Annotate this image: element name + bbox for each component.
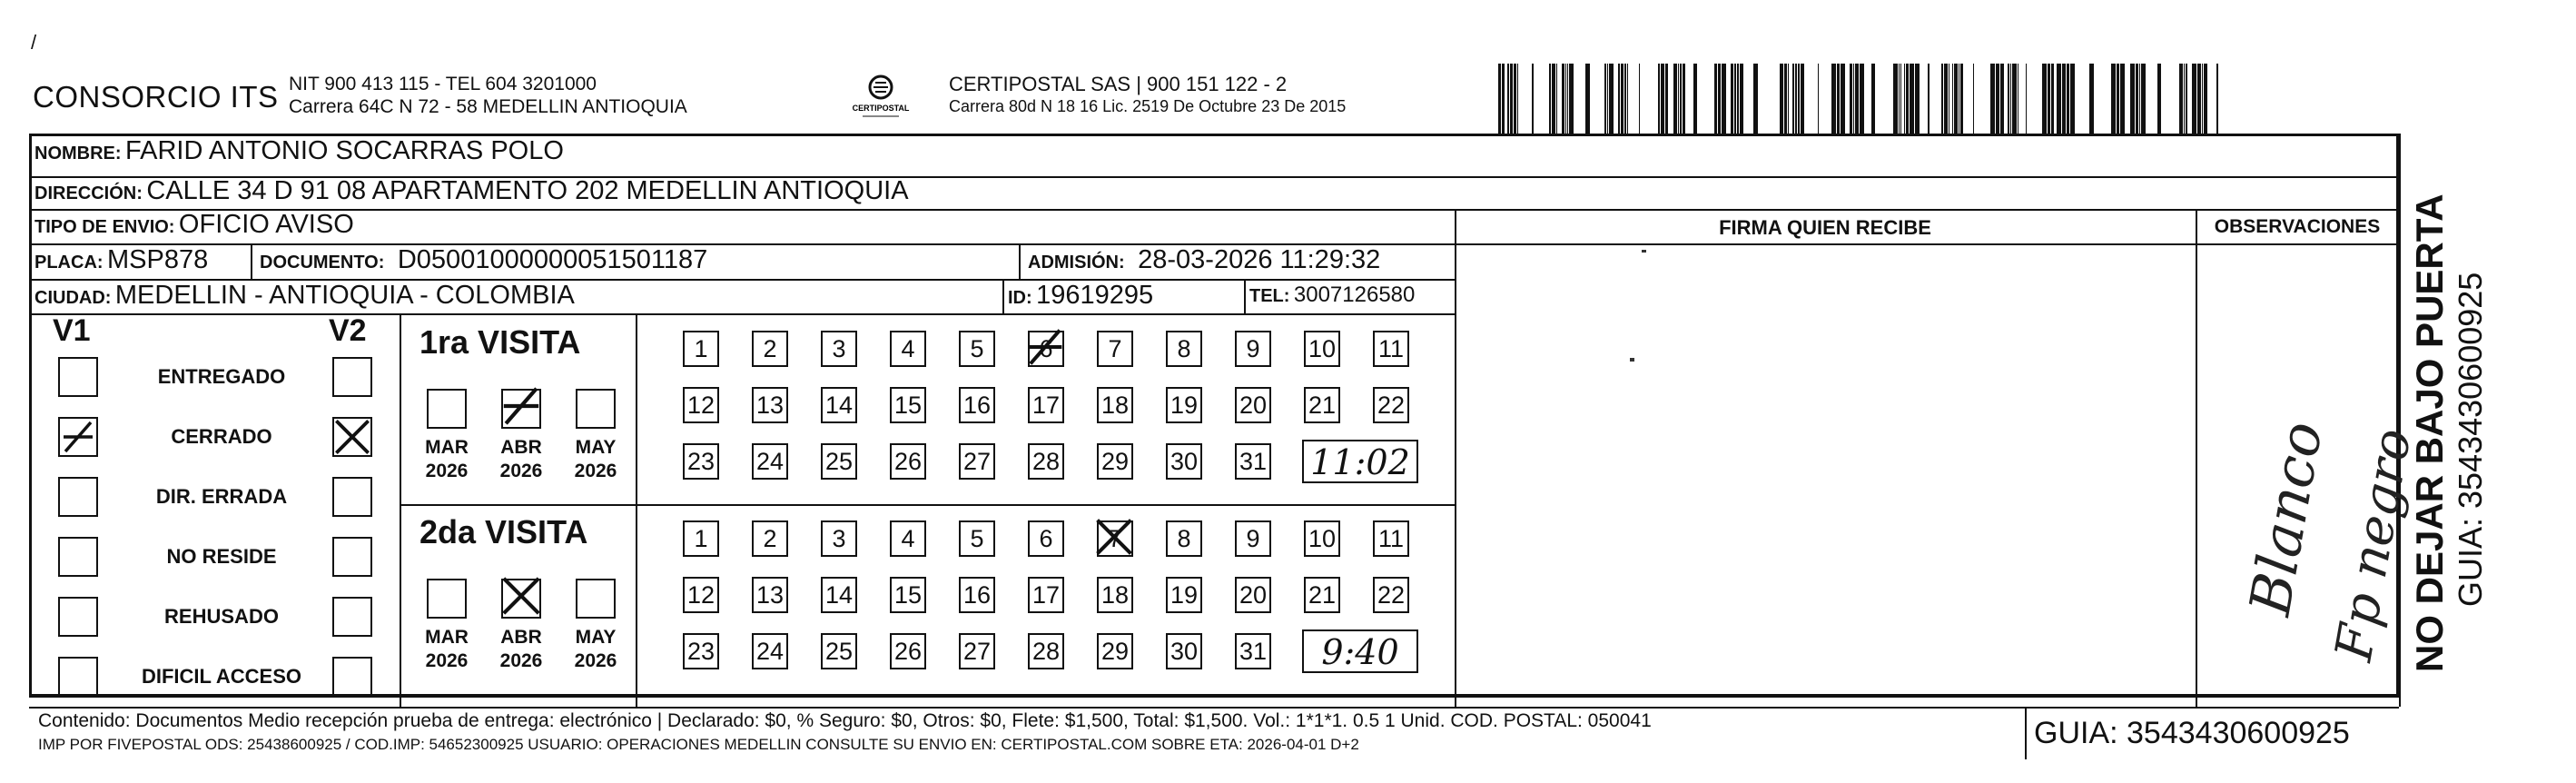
- stray-dot: [1630, 358, 1634, 362]
- nombre-label: NOMBRE:: [35, 144, 122, 164]
- placa-row: [35, 245, 208, 275]
- no-dejar-warning: NO DEJAR BAJO PUERTA: [2408, 193, 2451, 672]
- second-visit-day-27[interactable]: 27: [959, 633, 995, 669]
- ciudad-label: CIUDAD:: [35, 288, 112, 308]
- placa-value: MSP878: [107, 245, 209, 274]
- month-year: 2026: [425, 461, 469, 481]
- tipo-value: OFICIO AVISO: [178, 210, 354, 239]
- second-visit-day-21[interactable]: 21: [1304, 577, 1340, 613]
- documento-row: [260, 245, 707, 275]
- status-label: NO RESIDE: [166, 545, 277, 568]
- second-visit-day-30[interactable]: 30: [1166, 633, 1202, 669]
- v1-header: V1: [53, 313, 91, 348]
- v1-checkbox-no-reside[interactable]: [58, 537, 98, 577]
- status-label: DIFICIL ACCESO: [141, 665, 301, 688]
- status-label: ENTREGADO: [157, 365, 286, 388]
- month-year: 2026: [425, 650, 469, 671]
- second-visit-day-7[interactable]: 7: [1097, 520, 1133, 557]
- first-visit-day-10[interactable]: 10: [1304, 331, 1340, 367]
- second-visit-day-3[interactable]: 3: [821, 520, 857, 557]
- firma-header: FIRMA QUIEN RECIBE: [1719, 216, 1931, 239]
- second-visit-day-5[interactable]: 5: [959, 520, 995, 557]
- first-visit-day-28[interactable]: 28: [1028, 443, 1064, 480]
- v1-checkbox-dificil-acceso[interactable]: [58, 657, 98, 697]
- first-visit-day-9[interactable]: 9: [1235, 331, 1271, 367]
- tipo-envio-row: [35, 210, 354, 240]
- ciudad-value: MEDELLIN - ANTIOQUIA - COLOMBIA: [114, 281, 575, 310]
- tick-mark: /: [31, 31, 37, 54]
- first-visit-day-11[interactable]: 11: [1373, 331, 1409, 367]
- first-visit-day-29[interactable]: 29: [1097, 443, 1133, 480]
- second-visit-day-20[interactable]: 20: [1235, 577, 1271, 613]
- second-visit-day-8[interactable]: 8: [1166, 520, 1202, 557]
- first-visit-day-22[interactable]: 22: [1373, 387, 1409, 423]
- carrier-address: Carrera 80d N 18 16 Lic. 2519 De Octubre 23 De 2015: [949, 97, 1347, 115]
- direccion-value: CALLE 34 D 91 08 APARTAMENTO 202 MEDELLIN ANTIOQUIA: [146, 176, 909, 205]
- tel-label: TEL:: [1249, 286, 1290, 306]
- month-year: 2026: [574, 650, 617, 671]
- v1-checkbox-rehusado[interactable]: [58, 597, 98, 637]
- first-visit-day-30[interactable]: 30: [1166, 443, 1202, 480]
- first-visit-day-23[interactable]: 23: [683, 443, 719, 480]
- second-visit-day-15[interactable]: 15: [890, 577, 926, 613]
- first-visit-day-19[interactable]: 19: [1166, 387, 1202, 423]
- footer-guia: GUIA: 3543430600925: [2034, 716, 2350, 750]
- first-visit-day-14[interactable]: 14: [821, 387, 857, 423]
- v2-checkbox-no-reside[interactable]: [332, 537, 372, 577]
- first-visit-day-13[interactable]: 13: [752, 387, 788, 423]
- second-visit-day-18[interactable]: 18: [1097, 577, 1133, 613]
- month-name: MAY: [575, 627, 617, 648]
- direccion-row: [35, 176, 909, 206]
- documento-value: D05001000000051501187: [397, 245, 708, 274]
- second-visit-day-26[interactable]: 26: [890, 633, 926, 669]
- first-visit-day-24[interactable]: 24: [752, 443, 788, 480]
- first-visit-day-5[interactable]: 5: [959, 331, 995, 367]
- placa-label: PLACA:: [35, 253, 104, 273]
- month-name: ABR: [500, 627, 542, 648]
- first-visit-day-18[interactable]: 18: [1097, 387, 1133, 423]
- second-visit-title: 2da VISITA: [419, 513, 588, 550]
- second-visit-day-10[interactable]: 10: [1304, 520, 1340, 557]
- second-visit-day-29[interactable]: 29: [1097, 633, 1133, 669]
- month-name: ABR: [500, 437, 542, 458]
- first-visit-time[interactable]: 11:02: [1302, 440, 1418, 483]
- second-month-box-may[interactable]: [576, 579, 616, 619]
- second-visit-day-22[interactable]: 22: [1373, 577, 1409, 613]
- second-visit-day-9[interactable]: 9: [1235, 520, 1271, 557]
- v1-check-mark: [58, 419, 98, 455]
- month-label: [567, 626, 625, 673]
- first-visit-day-8[interactable]: 8: [1166, 331, 1202, 367]
- v2-checkbox-dir-errada[interactable]: [332, 477, 372, 517]
- documento-label: DOCUMENTO:: [260, 253, 385, 273]
- signature-area[interactable]: [1456, 245, 2194, 705]
- second-visit-day-mark: [1093, 515, 1135, 559]
- first-visit-day-31[interactable]: 31: [1235, 443, 1271, 480]
- first-visit-day-21[interactable]: 21: [1304, 387, 1340, 423]
- first-visit-day-16[interactable]: 16: [959, 387, 995, 423]
- first-month-mark: [499, 383, 543, 429]
- admision-row: [1028, 245, 1380, 275]
- month-label: [492, 626, 550, 673]
- second-visit-day-25[interactable]: 25: [821, 633, 857, 669]
- first-visit-title: 1ra VISITA: [419, 323, 581, 361]
- status-label: REHUSADO: [164, 605, 279, 628]
- first-visit-day-15[interactable]: 15: [890, 387, 926, 423]
- first-visit-day-4[interactable]: 4: [890, 331, 926, 367]
- id-row: [1008, 281, 1153, 311]
- month-year: 2026: [499, 461, 543, 481]
- id-value: 19619295: [1036, 281, 1154, 310]
- id-label: ID:: [1008, 288, 1032, 308]
- v2-checkbox-dificil-acceso[interactable]: [332, 657, 372, 697]
- first-visit-day-26[interactable]: 26: [890, 443, 926, 480]
- company-address: Carrera 64C N 72 - 58 MEDELLIN ANTIOQUIA: [289, 96, 687, 117]
- first-visit-day-6[interactable]: 6: [1028, 331, 1064, 367]
- carrier-name: CERTIPOSTAL SAS | 900 151 122 - 2: [949, 73, 1288, 95]
- second-visit-day-1[interactable]: 1: [683, 520, 719, 557]
- second-visit-day-23[interactable]: 23: [683, 633, 719, 669]
- first-visit-day-mark: [1024, 325, 1066, 369]
- nombre-value: FARID ANTONIO SOCARRAS POLO: [125, 136, 564, 165]
- month-label: [418, 626, 476, 673]
- second-visit-day-12[interactable]: 12: [683, 577, 719, 613]
- second-month-mark: [499, 573, 543, 619]
- observation-line-1: Blanco: [2235, 416, 2335, 620]
- first-visit-day-27[interactable]: 27: [959, 443, 995, 480]
- month-year: 2026: [574, 461, 617, 481]
- v2-checkbox-entregado[interactable]: [332, 357, 372, 397]
- second-visit-day-11[interactable]: 11: [1373, 520, 1409, 557]
- second-visit-day-2[interactable]: 2: [752, 520, 788, 557]
- first-visit-day-17[interactable]: 17: [1028, 387, 1064, 423]
- footer-line-1: Contenido: Documentos Medio recepción prueba de entrega: electrónico | Declarado: $0, % Seguro: $0, Otros: $0, Flete: $1,500, Total: $1,500. Vol.: 1*1*1. 0.5 1 Unid. COD. POSTAL: 050041: [38, 710, 1652, 731]
- first-month-box-mar[interactable]: [427, 389, 467, 429]
- first-month-box-may[interactable]: [576, 389, 616, 429]
- company-info: [289, 73, 687, 118]
- admision-value: 28-03-2026 11:29:32: [1138, 245, 1381, 274]
- second-visit-day-14[interactable]: 14: [821, 577, 857, 613]
- footer-line-2: IMP POR FIVEPOSTAL ODS: 25438600925 / COD.IMP: 54652300925 USUARIO: OPERACIONES MEDELLIN CONSULTE SU ENVIO EN: CERTIPOSTAL.COM SOBRE ETA: 2026-04-01 D+2: [38, 736, 1359, 753]
- stray-dot: [1642, 250, 1646, 253]
- first-visit-day-1[interactable]: 1: [683, 331, 719, 367]
- month-label: [492, 436, 550, 483]
- first-visit-day-7[interactable]: 7: [1097, 331, 1133, 367]
- tipo-label: TIPO DE ENVIO:: [35, 217, 175, 237]
- ciudad-row: [35, 281, 575, 311]
- direccion-label: DIRECCIÓN:: [35, 183, 143, 203]
- second-visit-day-4[interactable]: 4: [890, 520, 926, 557]
- side-guia: GUIA: 3543430600925: [2452, 272, 2489, 607]
- carrier-info: [949, 73, 1346, 118]
- second-visit-day-17[interactable]: 17: [1028, 577, 1064, 613]
- logo-caption: CERTIPOSTAL: [852, 104, 910, 113]
- month-name: MAY: [575, 437, 617, 458]
- second-visit-day-28[interactable]: 28: [1028, 633, 1064, 669]
- second-month-box-mar[interactable]: [427, 579, 467, 619]
- first-visit-day-3[interactable]: 3: [821, 331, 857, 367]
- second-visit-day-6[interactable]: 6: [1028, 520, 1064, 557]
- v2-header: V2: [329, 313, 367, 348]
- second-visit-day-16[interactable]: 16: [959, 577, 995, 613]
- second-visit-day-31[interactable]: 31: [1235, 633, 1271, 669]
- second-visit-day-24[interactable]: 24: [752, 633, 788, 669]
- company-name: CONSORCIO ITS: [33, 80, 279, 114]
- nombre-row: [35, 136, 564, 166]
- second-visit-day-19[interactable]: 19: [1166, 577, 1202, 613]
- second-visit-day-13[interactable]: 13: [752, 577, 788, 613]
- v2-checkbox-rehusado[interactable]: [332, 597, 372, 637]
- month-name: MAR: [425, 437, 469, 458]
- status-label: DIR. ERRADA: [155, 485, 288, 508]
- first-visit-day-2[interactable]: 2: [752, 331, 788, 367]
- status-label: CERRADO: [171, 425, 272, 448]
- v2-check-mark: [332, 417, 372, 457]
- month-label: [418, 436, 476, 483]
- month-label: [567, 436, 625, 483]
- barcode: [1498, 64, 2225, 136]
- observaciones-header: OBSERVACIONES: [2214, 216, 2381, 237]
- observation-line-2: Fp negro: [2324, 424, 2423, 666]
- second-visit-time[interactable]: 9:40: [1302, 629, 1418, 673]
- handwritten-observation: [2216, 345, 2423, 672]
- tel-value: 3007126580: [1293, 282, 1416, 307]
- tel-row: [1249, 282, 1415, 308]
- v1-checkbox-entregado[interactable]: [58, 357, 98, 397]
- month-name: MAR: [425, 627, 469, 648]
- v1-checkbox-dir-errada[interactable]: [58, 477, 98, 517]
- certipostal-logo-icon: [854, 69, 908, 124]
- first-visit-day-20[interactable]: 20: [1235, 387, 1271, 423]
- admision-label: ADMISIÓN:: [1028, 253, 1125, 273]
- company-nit: NIT 900 413 115 - TEL 604 3201000: [289, 74, 597, 94]
- month-year: 2026: [499, 650, 543, 671]
- first-visit-day-25[interactable]: 25: [821, 443, 857, 480]
- first-visit-day-12[interactable]: 12: [683, 387, 719, 423]
